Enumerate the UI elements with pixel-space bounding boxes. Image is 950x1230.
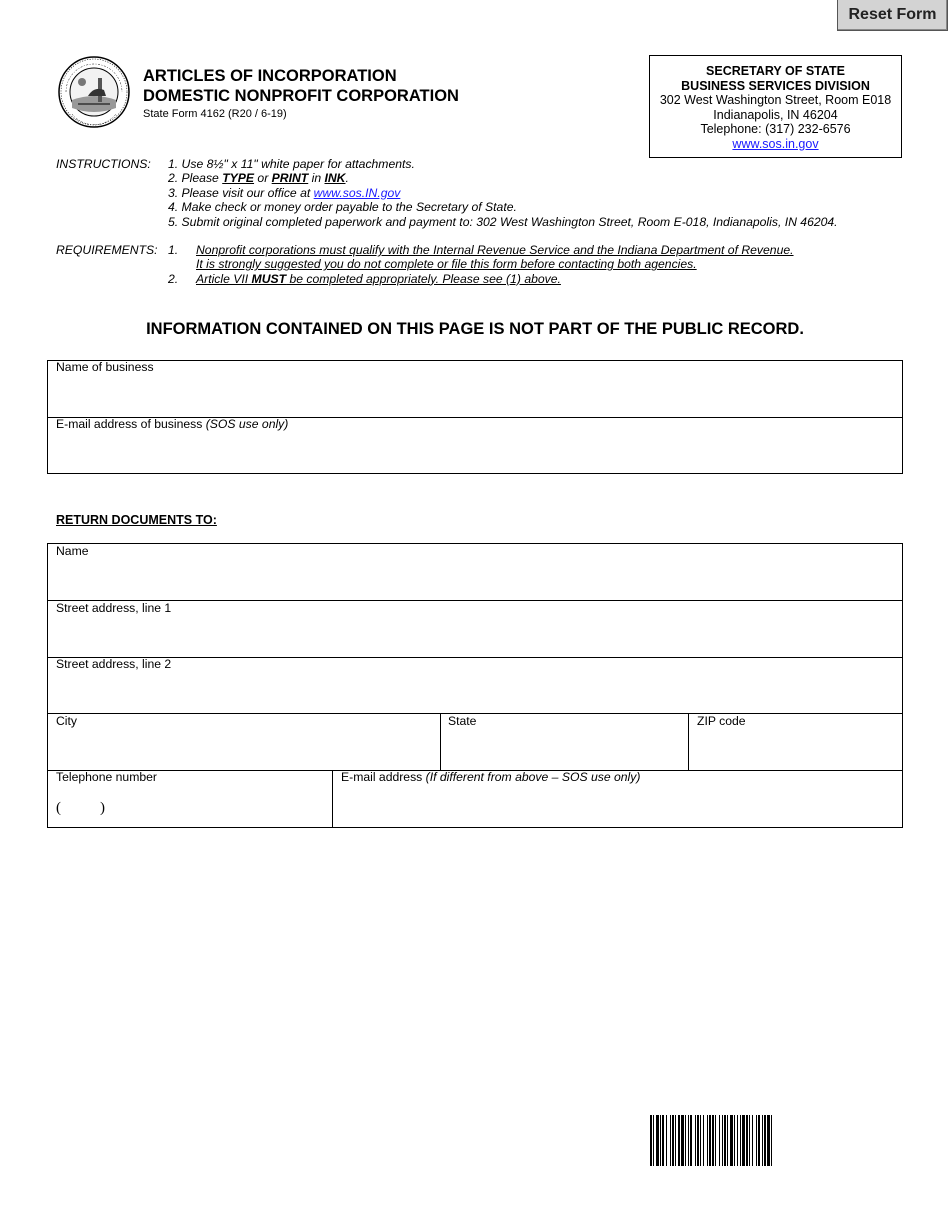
zip-label: ZIP code bbox=[697, 714, 746, 728]
phone-open-paren: ( bbox=[56, 800, 61, 816]
city-field[interactable] bbox=[48, 730, 439, 770]
form-number: State Form 4162 (R20 / 6-19) bbox=[143, 108, 287, 120]
business-name-label: Name of business bbox=[56, 360, 154, 374]
instructions-list bbox=[168, 157, 908, 229]
requirement-number: 2. bbox=[168, 271, 179, 286]
street2-label: Street address, line 2 bbox=[56, 657, 172, 671]
business-name-field[interactable] bbox=[48, 376, 902, 416]
instruction-item: 4. Make check or money order payable to the Secretary of State. bbox=[168, 200, 517, 215]
sos-website-link[interactable]: www.sos.in.gov bbox=[732, 136, 819, 151]
street1-label: Street address, line 1 bbox=[56, 601, 172, 615]
instruction-item: 1. Use 8½" x 11" white paper for attachments. bbox=[168, 157, 415, 171]
divider bbox=[48, 600, 902, 601]
telephone-field[interactable] bbox=[70, 786, 332, 826]
return-email-field[interactable] bbox=[333, 786, 902, 826]
street1-field[interactable] bbox=[48, 617, 902, 657]
phone-close-paren: ) bbox=[100, 800, 105, 816]
requirement-number: 1. bbox=[168, 243, 179, 257]
reset-form-button[interactable]: Reset Form bbox=[837, 0, 948, 31]
instructions-label: INSTRUCTIONS: bbox=[56, 157, 151, 171]
sos-title: SECRETARY OF STATE bbox=[706, 64, 845, 78]
form-subtitle: DOMESTIC NONPROFIT CORPORATION bbox=[143, 87, 459, 105]
sos-city: Indianapolis, IN 46204 bbox=[713, 107, 838, 122]
business-email-label: E-mail address of business (SOS use only) bbox=[56, 417, 289, 431]
instruction-item: 3. Please visit our office at www.sos.IN.gov bbox=[168, 185, 401, 200]
telephone-label: Telephone number bbox=[56, 770, 157, 784]
instruction-item: 2. Please TYPE or PRINT in INK. bbox=[168, 171, 349, 186]
city-label: City bbox=[56, 714, 77, 728]
street2-field[interactable] bbox=[48, 673, 902, 713]
requirement-text: It is strongly suggested you do not complete or file this form before contacting both agencies. bbox=[196, 257, 697, 272]
return-email-label: E-mail address (If different from above – SOS use only) bbox=[341, 770, 641, 784]
requirements-label: REQUIREMENTS: bbox=[56, 243, 158, 257]
return-documents-heading: RETURN DOCUMENTS TO: bbox=[56, 513, 217, 527]
sos-link[interactable]: www.sos.IN.gov bbox=[313, 185, 401, 200]
return-name-label: Name bbox=[56, 544, 89, 558]
state-field[interactable] bbox=[441, 730, 688, 770]
public-record-notice: INFORMATION CONTAINED ON THIS PAGE IS NOT PART OF THE PUBLIC RECORD. bbox=[146, 320, 804, 338]
divider bbox=[48, 657, 902, 658]
sos-division: BUSINESS SERVICES DIVISION bbox=[681, 78, 870, 93]
sos-phone: Telephone: (317) 232-6576 bbox=[700, 122, 851, 136]
state-seal-icon bbox=[58, 56, 130, 128]
zip-field[interactable] bbox=[689, 730, 902, 770]
state-label: State bbox=[448, 714, 477, 728]
sos-address: 302 West Washington Street, Room E018 bbox=[659, 93, 892, 107]
instruction-item: 5. Submit original completed paperwork and payment to: 302 West Washington Street, Room E-018, Indianapolis, IN 46204. bbox=[168, 214, 838, 229]
requirement-text: Article VII MUST be completed appropriately. Please see (1) above. bbox=[196, 271, 561, 286]
requirement-text: Nonprofit corporations must qualify with the Internal Revenue Service and the Indiana Department of Revenue. bbox=[196, 243, 794, 257]
form-title-block bbox=[143, 66, 459, 120]
barcode-icon bbox=[650, 1115, 878, 1166]
return-name-field[interactable] bbox=[48, 560, 902, 600]
form-title: ARTICLES OF INCORPORATION bbox=[143, 67, 397, 85]
secretary-of-state-box bbox=[649, 55, 902, 158]
business-email-field[interactable] bbox=[48, 433, 902, 473]
